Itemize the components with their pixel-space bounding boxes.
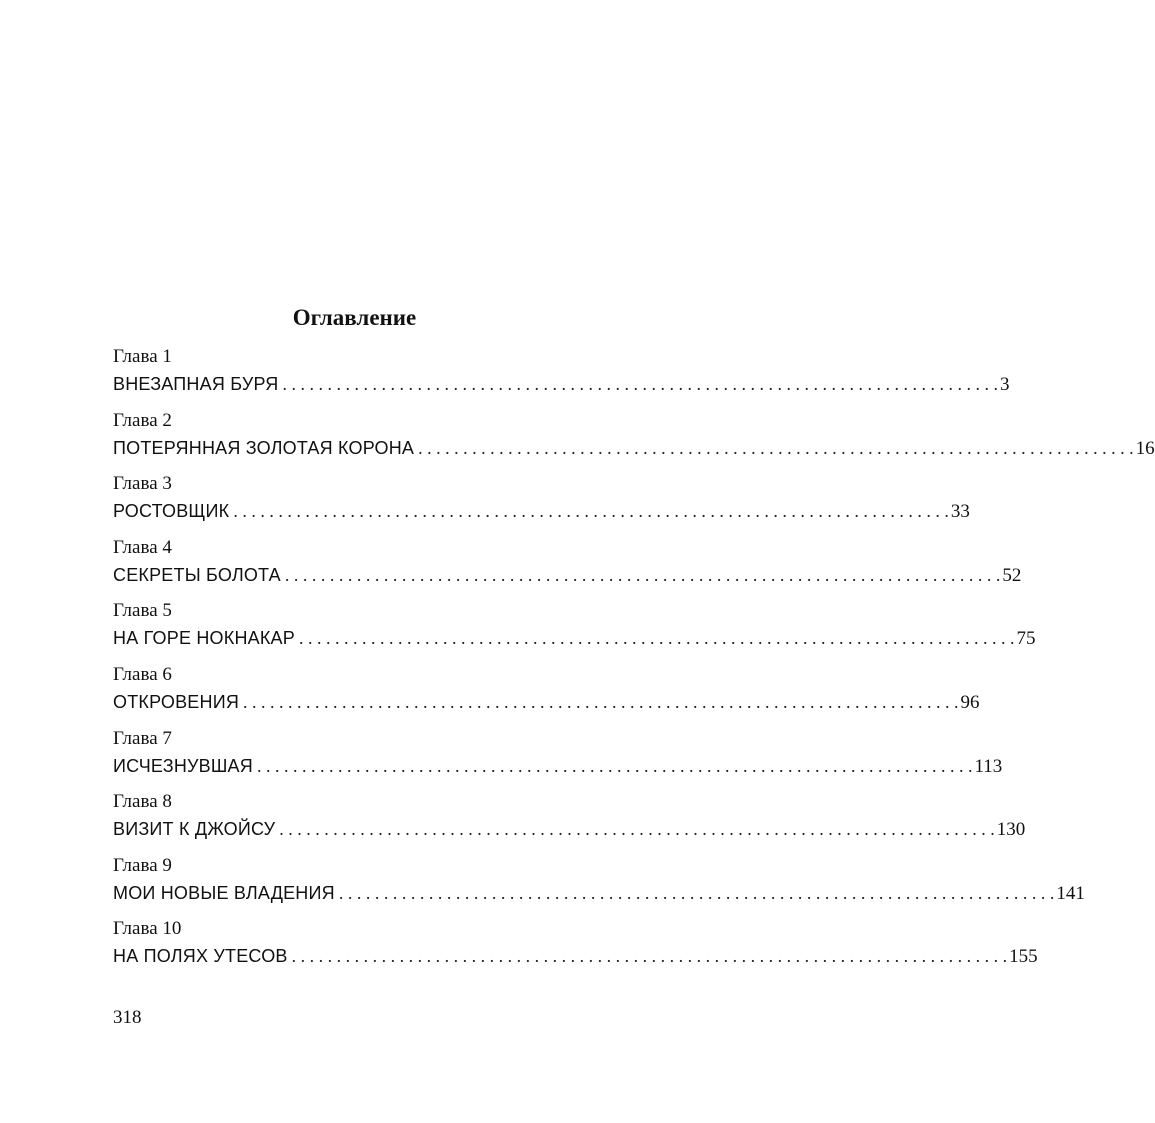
chapter-title: ВНЕЗАПНАЯ БУРЯ xyxy=(113,374,279,394)
page-number: 52 xyxy=(1002,564,1022,586)
chapter-label: Глава 1 xyxy=(113,346,172,367)
chapter-title: НА ГОРЕ НОКНАКАР xyxy=(113,628,295,649)
dot-leader: . . . . . . . . . . . . . . . . . . . . . . . . . . . . . . . . . . . . . . . . . . . . . . . . . . . . . . . . . . . . . . . . . . . . . . . . . . . . . . . . xyxy=(298,628,1015,649)
chapter-label: Глава 9 xyxy=(113,854,172,876)
toc-entry-line xyxy=(113,879,1085,907)
chapter-label: Глава 2 xyxy=(113,409,172,431)
chapter-title: СЕКРЕТЫ БОЛОТА xyxy=(113,564,281,585)
chapter-title: ИСЧЕЗНУВШАЯ xyxy=(113,755,253,776)
chapter-title: РОСТОВЩИК xyxy=(113,501,230,522)
page-number: 155 xyxy=(1009,946,1038,968)
page-number-footer: 318 xyxy=(113,1007,142,1028)
dot-leader: . . . . . . . . . . . . . . . . . . . . . . . . . . . . . . . . . . . . . . . . . . . . . . . . . . . . . . . . . . . . . . . . . . . . . . . . . . . . . . . . xyxy=(291,946,1008,967)
chapter-label: Глава 10 xyxy=(113,918,182,940)
chapter-label: Глава 4 xyxy=(113,536,172,558)
chapter-title: ОТКРОВЕНИЯ xyxy=(113,691,240,712)
page-number: 33 xyxy=(950,501,970,523)
table-of-contents xyxy=(113,344,1155,980)
chapter-label: Глава 7 xyxy=(113,727,172,749)
toc-entry xyxy=(113,916,1038,980)
chapter-title: ПОТЕРЯННАЯ ЗОЛОТАЯ КОРОНА xyxy=(113,437,415,458)
chapter-label: Глава 8 xyxy=(113,791,172,813)
dot-leader: . . . . . . . . . . . . . . . . . . . . . . . . . . . . . . . . . . . . . . . . . . . . . . . . . . . . . . . . . . . . . . . . . . . . . . . . . . . . . . . . xyxy=(233,501,949,522)
toc-entry-line xyxy=(113,752,1003,780)
dot-leader: . . . . . . . . . . . . . . . . . . . . . . . . . . . . . . . . . . . . . . . . . . . . . . . . . . . . . . . . . . . . . . . . . . . . . . . . . . . . . . . . xyxy=(282,374,998,394)
toc-entry-line xyxy=(113,561,1022,589)
toc-entry xyxy=(113,853,1085,917)
toc-entry-line xyxy=(113,434,1155,462)
toc-entry xyxy=(113,726,1003,790)
toc-entry-line xyxy=(113,942,1038,970)
chapter-label: Глава 6 xyxy=(113,663,172,685)
toc-entry xyxy=(113,344,1010,408)
dot-leader: . . . . . . . . . . . . . . . . . . . . . . . . . . . . . . . . . . . . . . . . . . . . . . . . . . . . . . . . . . . . . . . . . . . . . . . . . . . . . . . . xyxy=(284,564,1001,585)
dot-leader: . . . . . . . . . . . . . . . . . . . . . . . . . . . . . . . . . . . . . . . . . . . . . . . . . . . . . . . . . . . . . . . . . . . . . . . . . . . . . . . . xyxy=(243,691,959,712)
toc-entry-line xyxy=(113,688,980,716)
chapter-title: ВИЗИТ К ДЖОЙСУ xyxy=(113,819,276,840)
chapter-title: НА ПОЛЯХ УТЕСОВ xyxy=(113,946,288,967)
toc-entry xyxy=(113,535,1022,599)
page-number: 16 xyxy=(1135,437,1155,459)
page-number: 75 xyxy=(1016,628,1036,650)
toc-entry-line xyxy=(113,624,1036,652)
toc-entry xyxy=(113,408,1155,472)
toc-entry xyxy=(113,471,970,535)
page-number: 96 xyxy=(960,691,980,713)
page-number: 3 xyxy=(999,374,1010,395)
toc-entry-line xyxy=(113,497,970,525)
page-number: 141 xyxy=(1056,882,1085,904)
toc-entry-line xyxy=(113,815,1026,843)
chapter-label: Глава 5 xyxy=(113,600,172,622)
dot-leader: . . . . . . . . . . . . . . . . . . . . . . . . . . . . . . . . . . . . . . . . . . . . . . . . . . . . . . . . . . . . . . . . . . . . . . . . . . . . . . . . xyxy=(338,882,1055,903)
toc-entry xyxy=(113,598,1036,662)
chapter-label: Глава 3 xyxy=(113,473,172,495)
dot-leader: . . . . . . . . . . . . . . . . . . . . . . . . . . . . . . . . . . . . . . . . . . . . . . . . . . . . . . . . . . . . . . . . . . . . . . . . . . . . . . . . xyxy=(418,437,1134,458)
page-title: Оглавление xyxy=(292,305,417,330)
toc-entry-line xyxy=(113,370,1010,398)
chapter-title: МОИ НОВЫЕ ВЛАДЕНИЯ xyxy=(113,882,335,903)
page-number: 113 xyxy=(974,755,1003,777)
dot-leader: . . . . . . . . . . . . . . . . . . . . . . . . . . . . . . . . . . . . . . . . . . . . . . . . . . . . . . . . . . . . . . . . . . . . . . . . . . . . . . . . xyxy=(279,819,995,840)
toc-entry xyxy=(113,789,1026,853)
dot-leader: . . . . . . . . . . . . . . . . . . . . . . . . . . . . . . . . . . . . . . . . . . . . . . . . . . . . . . . . . . . . . . . . . . . . . . . . . . . . . . . . xyxy=(256,755,973,776)
page-number: 130 xyxy=(996,819,1026,841)
toc-entry xyxy=(113,662,980,726)
